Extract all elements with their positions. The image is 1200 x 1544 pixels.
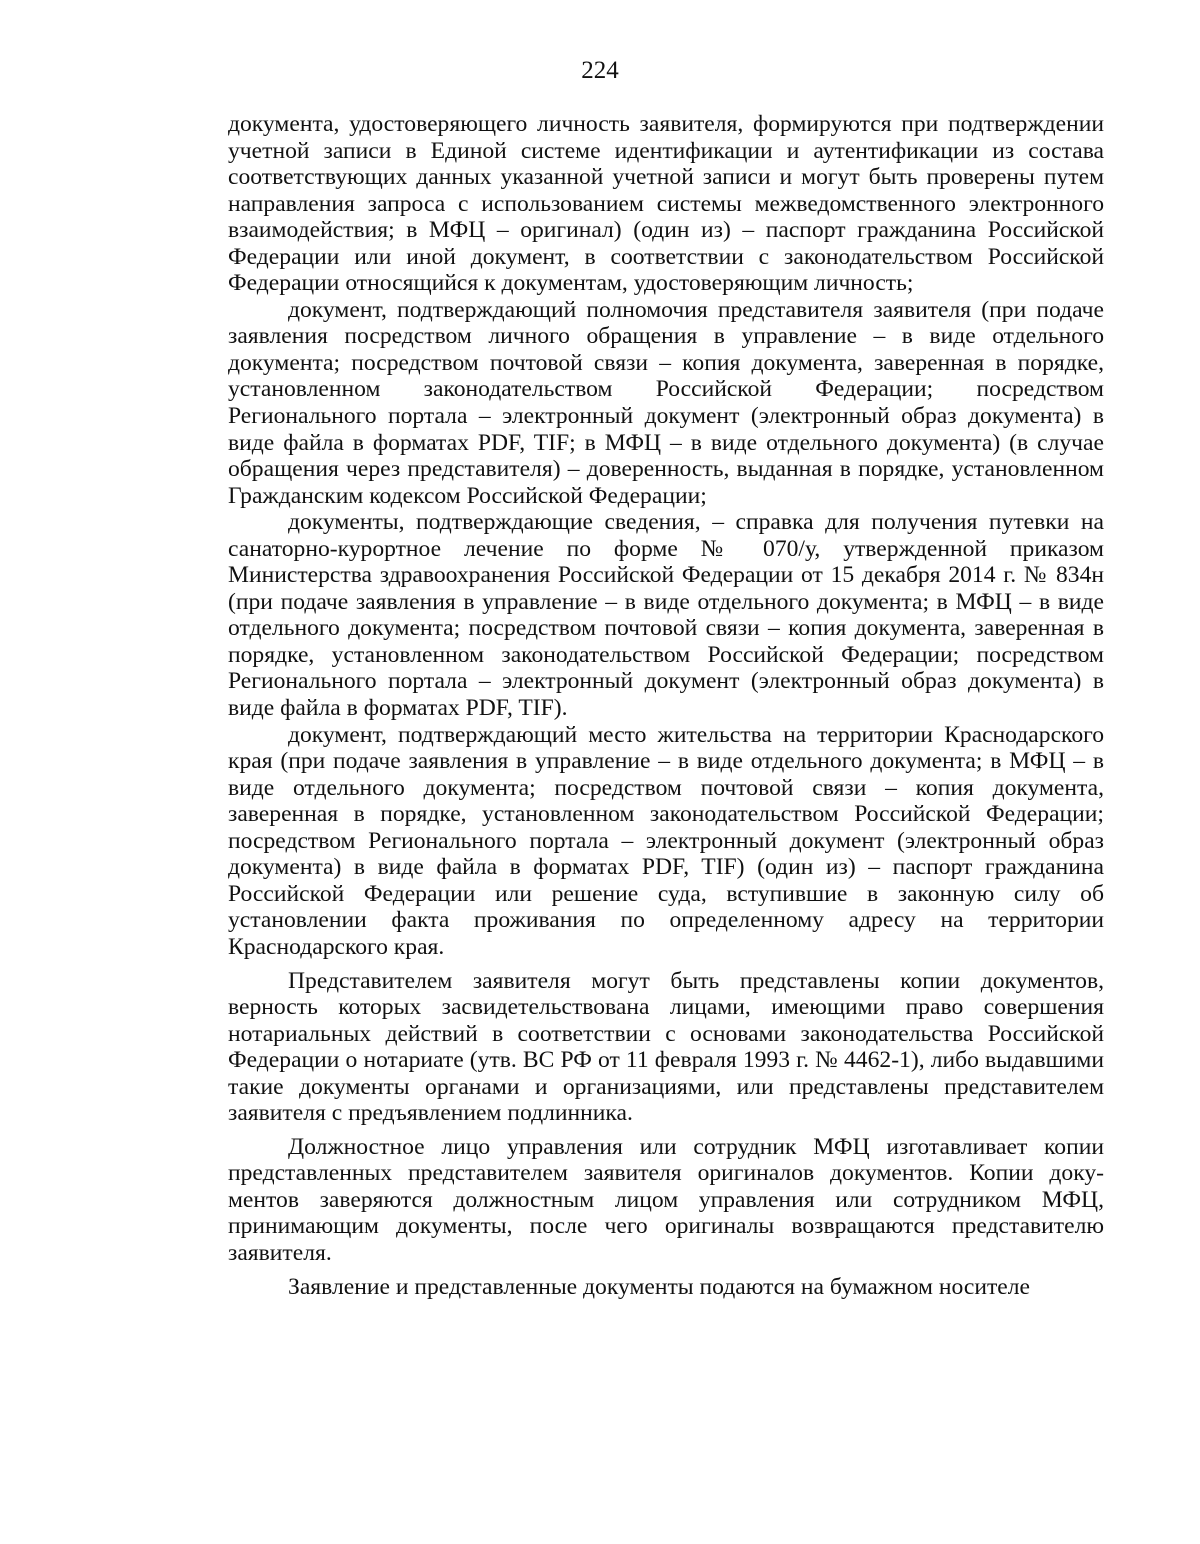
page-number: 224 — [581, 57, 619, 84]
paragraph-document-copies: Представителем заявителя могут быть представлены копии документов, верность которых засвидетельствована лицами, имеющими право совершения нотариальных действий в соответствии с основами законодательства Российской Федерации о нотариате (утв. ВС РФ от 11 февраля 1993 г. № 4462-1), либо выдавшими такие документы органами и организациями, или представлены представителем заявителя с предъявлением подлинника. — [228, 967, 1104, 1127]
paragraph-paper-submission: Заявление и представленные документы подаются на бумажном носителе — [288, 1273, 1030, 1300]
document-body — [228, 111, 1104, 1300]
paragraph-medical-certificate: документы, подтверждающие сведения, – справка для получения путевки на санаторно-курортное лечение по форме № 070/у, утвержденной приказом Министерства здравоохранения Российской Федерации от 15 декабря 2014 г. № 834н (при подаче заявления в управление – в виде отдельного документа; в МФЦ – в виде отдельного документа; посредством почтовой связи – копия документа, заверенная в порядке, установленном законодательством Российской Федерации; посредством Регионального портала – электронный документ (электронный образ документа) в виде файла в форматах PDF, TIF). — [228, 509, 1104, 722]
paragraph-copy-certification: Должностное лицо управления или сотрудник МФЦ изготавливает копии представленных представителем заявителя оригиналов документов. Копии документов заверяются должностным лицом управления или сотрудником МФЦ, принимающим документы, после чего оригиналы возвращаются представителю заявителя. — [228, 1133, 1104, 1266]
paragraph-residence-document: документ, подтверждающий место жительства на территории Краснодарского края (при подаче заявления в управление – в виде отдельного документа; в МФЦ – в виде отдельного документа; посредством почтовой связи – копия документа, заверенная в порядке, установленном законодательством Российской Федерации; посредством Регионального портала – электронный документ (электронный образ документа) в виде файла в форматах PDF, TIF) (один из) – паспорт гражданина Российской Федерации или решение суда, вступившие в законную силу об установлении факта проживания по определенному адресу на территории Краснодарского края. — [228, 721, 1104, 960]
paragraph-representative-authority: документ, подтверждающий полномочия представителя заявителя (при подаче заявления посредством личного обращения в управление – в виде отдельного документа; посредством почтовой связи – копия документа, заверенная в порядке, установленном законодательством Российской Федерации; посредством Регионального портала – электронный документ (электронный образ документа) в виде файла в форматах PDF, TIF; в МФЦ – в виде отдельного документа) (в случае обращения через представителя) – доверенность, выданная в порядке, установленном Гражданским кодексом Российской Федерации; — [228, 296, 1104, 509]
paragraph-identity-document: документа, удостоверяющего личность заявителя, формируются при подтверждении учетной записи в Единой системе идентификации и аутентификации из состава соответствующих данных указанной учетной записи и могут быть проверены путем направления запроса с использованием системы межведомственного электронного взаимодействия; в МФЦ – оригинал) (один из) – паспорт гражданина Российской Федерации или иной документ, в соответствии с законодательством Российской Федерации относящийся к документам, удостоверяющим личность; — [228, 111, 1104, 297]
